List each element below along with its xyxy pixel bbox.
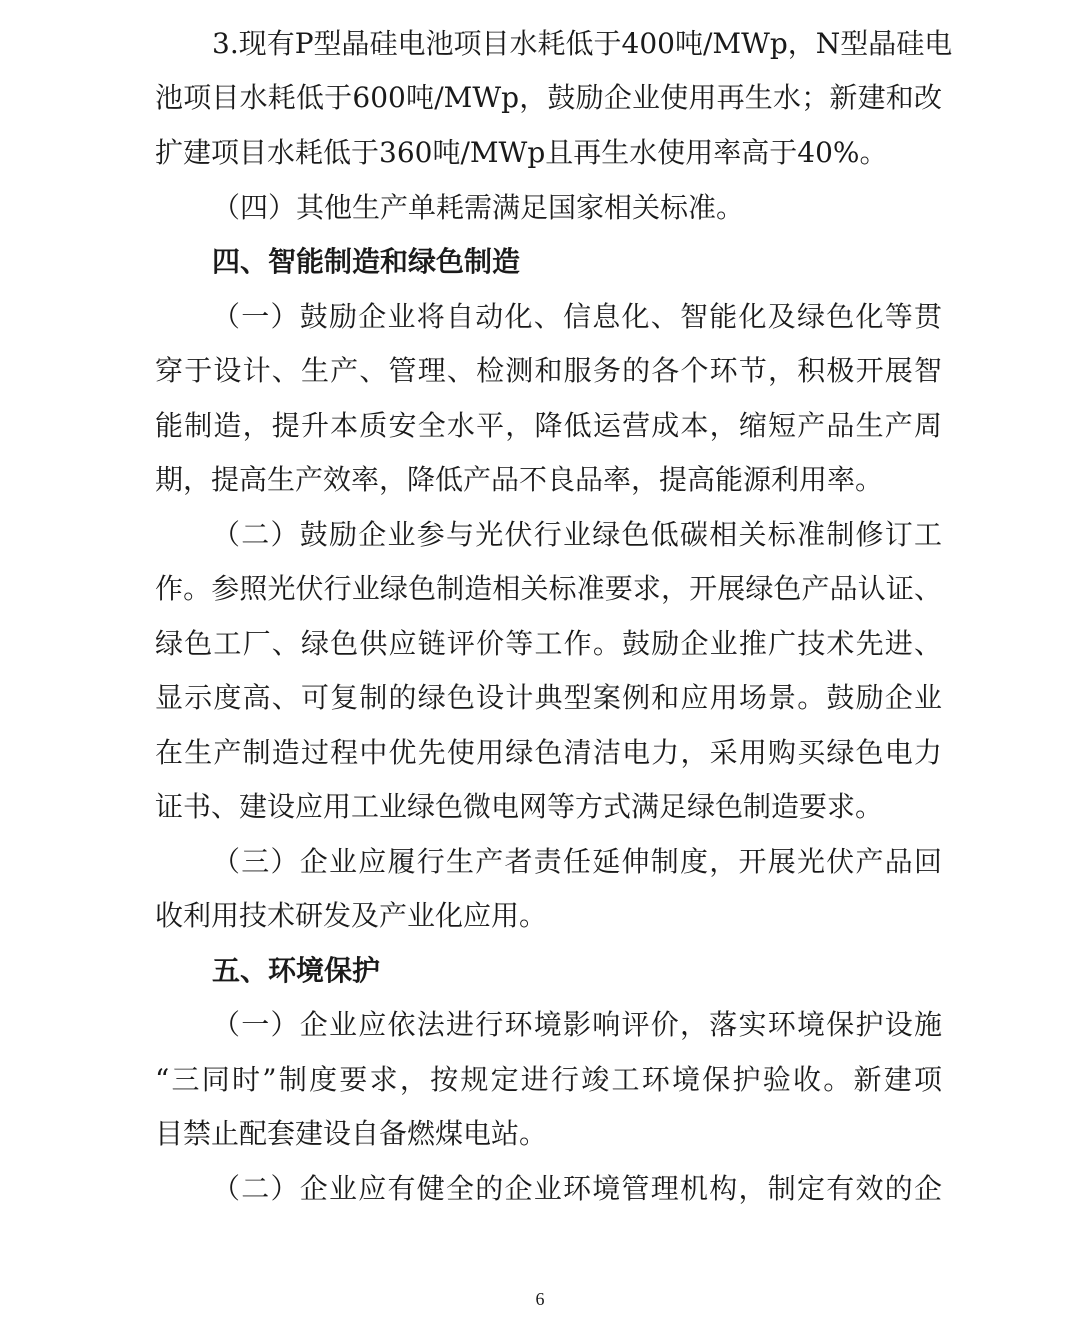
- text-line: 绿色工厂、绿色供应链评价等工作。鼓励企业推广技术先进、: [155, 627, 942, 660]
- text-line: 收利用技术研发及产业化应用。: [155, 899, 548, 932]
- text-line: （一）鼓励企业将自动化、信息化、智能化及绿色化等贯: [212, 300, 942, 333]
- text-line: 扩建项目水耗低于360吨/MWp且再生水使用率高于40%。: [155, 136, 888, 169]
- text-line: 显示度高、可复制的绿色设计典型案例和应用场景。鼓励企业: [155, 681, 942, 714]
- text-line: 3.现有P型晶硅电池项目水耗低于400吨/MWp，N型晶硅电: [212, 27, 953, 60]
- text-line: 证书、建设应用工业绿色微电网等方式满足绿色制造要求。: [155, 790, 884, 823]
- page-number: 6: [535, 1289, 545, 1309]
- text-line: （四）其他生产单耗需满足国家相关标准。: [212, 191, 745, 224]
- section-heading: 五、环境保护: [212, 954, 381, 987]
- text-line: 作。参照光伏行业绿色制造相关标准要求，开展绿色产品认证、: [155, 572, 942, 605]
- text-line: “三同时”制度要求，按规定进行竣工环境保护验收。新建项: [155, 1063, 942, 1096]
- text-line: （二）企业应有健全的企业环境管理机构，制定有效的企: [212, 1172, 942, 1205]
- text-line: （一）企业应依法进行环境影响评价，落实环境保护设施: [212, 1008, 942, 1041]
- section-heading: 四、智能制造和绿色制造: [212, 245, 521, 278]
- text-line: 在生产制造过程中优先使用绿色清洁电力，采用购买绿色电力: [155, 736, 942, 769]
- text-line: 目禁止配套建设自备燃煤电站。: [155, 1117, 548, 1150]
- text-line: （二）鼓励企业参与光伏行业绿色低碳相关标准制修订工: [212, 518, 942, 551]
- text-line: 池项目水耗低于600吨/MWp，鼓励企业使用再生水；新建和改: [155, 81, 942, 114]
- text-line: 穿于设计、生产、管理、检测和服务的各个环节，积极开展智: [155, 354, 942, 387]
- text-line: 期，提高生产效率，降低产品不良品率，提高能源利用率。: [155, 463, 884, 496]
- text-line: 能制造，提升本质安全水平，降低运营成本，缩短产品生产周: [155, 409, 942, 442]
- text-line: （三）企业应履行生产者责任延伸制度，开展光伏产品回: [212, 845, 942, 878]
